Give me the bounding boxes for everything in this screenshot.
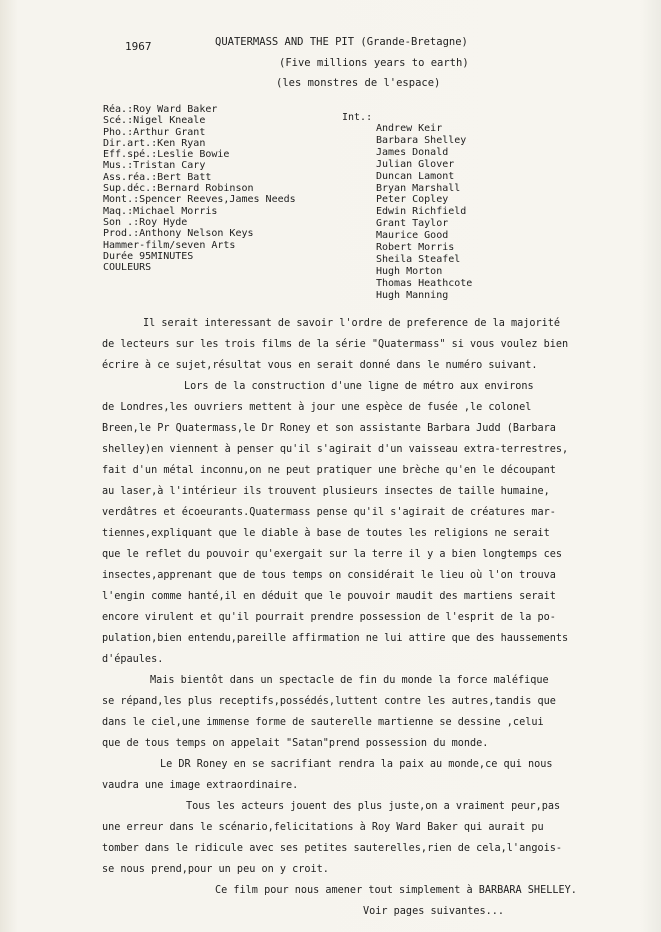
body-line: de Londres,les ouvriers mettent à jour une espèce de fusée ,le colonel <box>102 402 532 413</box>
cast-member: Julian Glover <box>376 158 455 170</box>
body-line: pulation,bien entendu,pareille affirmation ne lui attire que des haussements <box>102 633 569 644</box>
english-title: (Five millions years to earth) <box>279 57 469 69</box>
cast-member: Sheila Steafel <box>376 253 461 265</box>
body-line: que de tous temps on appelait "Satan"prend possession du monde. <box>102 738 489 749</box>
credit-line: Maq.:Michael Morris <box>103 205 218 217</box>
credit-line: Mont.:Spencer Reeves,James Needs <box>103 194 296 206</box>
cast-member: Peter Copley <box>376 194 449 206</box>
body-line: de lecteurs sur les trois films de la série "Quatermass" si vous voulez bien <box>102 339 569 350</box>
credit-line: Mus.:Tristan Cary <box>103 160 206 172</box>
cast-member: Maurice Good <box>376 230 449 242</box>
credit-line: Dir.art.:Ken Ryan <box>103 137 206 149</box>
cast-member: Grant Taylor <box>376 218 449 230</box>
credit-line: Eff.spé.:Leslie Bowie <box>103 149 230 161</box>
cast-member: Edwin Richfield <box>376 206 467 218</box>
body-line: shelley)en viennent à penser qu'il s'agirait d'un vaisseau extra-terrestres, <box>102 444 569 455</box>
cast-label: Int.: <box>342 112 373 123</box>
cast-member: Barbara Shelley <box>376 134 467 146</box>
credit-line: Réa.:Roy Ward Baker <box>103 104 218 115</box>
credits-list <box>103 104 296 273</box>
body-line: Mais bientôt dans un spectacle de fin du monde la force maléfique <box>150 675 549 686</box>
cast-member: Hugh Morton <box>376 265 443 277</box>
body-line: une erreur dans le scénario,felicitations à Roy Ward Baker qui aurait pu <box>102 822 544 833</box>
body-line: se nous prend,pour un peu on y croit. <box>102 864 329 875</box>
credit-line: Pho.:Arthur Grant <box>103 126 206 138</box>
body-line: Le DR Roney en se sacrifiant rendra la paix au monde,ce qui nous <box>160 759 553 770</box>
body-line: verdâtres et écoeurants.Quatermass pense qu'il s'agirait de créatures mar- <box>102 507 556 518</box>
body-line: l'engin comme hanté,il en déduit que le pouvoir maudit des martiens serait <box>102 591 556 602</box>
year-label: 1967 <box>125 40 152 53</box>
credit-line: Sup.déc.:Bernard Robinson <box>103 183 254 195</box>
see-next-pages-line: Voir pages suivantes... <box>363 906 505 917</box>
cast-member: Duncan Lamont <box>376 170 455 182</box>
cast-member: Hugh Manning <box>376 289 449 301</box>
credit-line: Durée 95MINUTES <box>103 250 194 262</box>
cast-member: Bryan Marshall <box>376 182 461 194</box>
cast-list <box>376 123 472 302</box>
credit-line: COULEURS <box>103 262 152 274</box>
body-line: tiennes,expliquant que le diable à base de toutes les religions ne serait <box>102 528 550 539</box>
closing-line: Ce film pour nous amener tout simplement à BARBARA SHELLEY. <box>215 885 577 896</box>
body-line: au laser,à l'intérieur ils trouvent plusieurs insectes de taille humaine, <box>102 486 550 497</box>
body-line: encore virulent et qu'il pourrait prendre possession de l'esprit de la po- <box>102 612 556 623</box>
body-line: dans le ciel,une immense forme de sauterelle martienne se dessine ,celui <box>102 717 544 728</box>
credit-line: Son .:Roy Hyde <box>103 216 188 228</box>
body-line: fait d'un métal inconnu,on ne peut pratiquer une brèche qu'en le découpant <box>102 465 556 476</box>
body-line: Lors de la construction d'une ligne de métro aux environs <box>184 381 534 392</box>
credit-line: Scé.:Nigel Kneale <box>103 115 206 127</box>
cast-member: Robert Morris <box>376 242 455 254</box>
body-line: Tous les acteurs jouent des plus juste,on a vraiment peur,pas <box>186 801 561 812</box>
body-line: écrire à ce sujet,résultat vous en serait donné dans le numéro suivant. <box>102 360 538 371</box>
credit-line: Prod.:Anthony Nelson Keys <box>103 228 254 240</box>
body-line: tomber dans le ridicule avec ses petites sauterelles,rien de cela,l'angois- <box>102 843 563 854</box>
body-line: vaudra une image extraordinaire. <box>102 780 299 791</box>
body-line: insectes,apprenant que de tous temps on considérait le lieu où l'on trouva <box>102 570 556 581</box>
cast-member: Thomas Heathcote <box>376 277 473 289</box>
body-line: d'épaules. <box>102 654 164 665</box>
credit-line: Ass.réa.:Bert Batt <box>103 171 212 183</box>
cast-member: Andrew Keir <box>376 123 443 134</box>
body-line: se répand,les plus receptifs,possédés,luttent contre les autres,tandis que <box>102 696 556 707</box>
body-line: que le reflet du pouvoir qu'exergait sur la terre il y a bien longtemps ces <box>102 549 563 560</box>
body-line: Il serait interessant de savoir l'ordre de preference de la majorité <box>143 318 561 329</box>
cast-member: James Donald <box>376 146 449 158</box>
body-line: Breen,le Pr Quatermass,le Dr Roney et son assistante Barbara Judd (Barbara <box>102 423 556 434</box>
credit-line: Hammer-film/seven Arts <box>103 239 236 251</box>
film-title: QUATERMASS AND THE PIT (Grande-Bretagne) <box>215 36 468 48</box>
french-title: (les monstres de l'espace) <box>276 77 441 89</box>
